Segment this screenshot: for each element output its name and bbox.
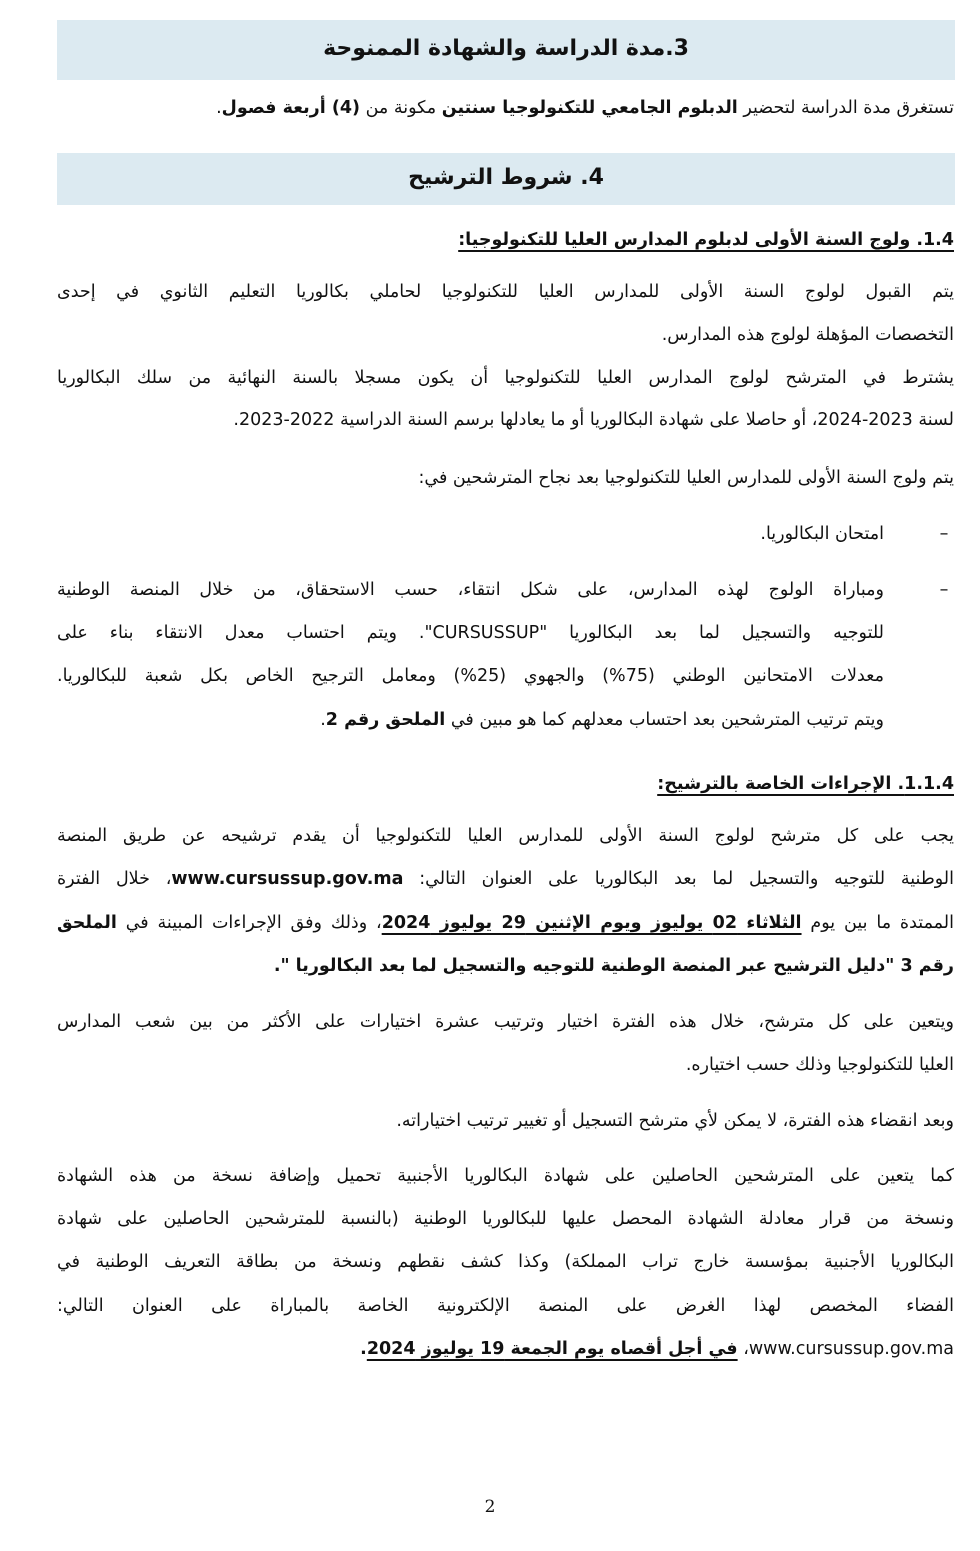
procedure-paragraph-line — [57, 913, 954, 933]
procedure-text: الوطنية للتوجيه والتسجيل لما بعد البكالوريا على العنوان التالي: — [403, 869, 954, 889]
bullet-baccalaureate-exam: امتحان البكالوريا. — [760, 524, 884, 544]
choices-paragraph-line: العليا للتكنولوجيا وذلك حسب اختياره. — [685, 1055, 954, 1075]
procedure-text: ، وذلك وفق الإجراءات المبينة في — [116, 913, 382, 933]
deadline-period: . — [360, 1339, 367, 1359]
annex-2-reference: الملحق رقم 2 — [325, 710, 446, 730]
bullet-dash: – — [939, 524, 949, 544]
subsection-1-4-heading: 1.4. ولوج السنة الأولى لدبلوم المدارس العليا للتكنولوجيا: — [458, 230, 954, 250]
choices-paragraph-line: ويتعين على كل مترشح، خلال هذه الفترة اختيار وترتيب عشرة اختيارات على الأكثر من بين شعب المدارس — [57, 1012, 954, 1032]
after-period-paragraph: وبعد انقضاء هذه الفترة، لا يمكن لأي مترشح التسجيل أو تغيير ترتيب اختياراته. — [396, 1111, 954, 1131]
eligibility-paragraph-line: يشترط في المترشح لولوج المدارس العليا للتكنولوجيا أن يكون مسجلا بالسنة النهائية من سلك البكالوريا — [57, 368, 954, 388]
separator-comma: ، — [737, 1339, 749, 1359]
bullet-dash: – — [939, 580, 949, 600]
foreign-bac-paragraph-line: الفضاء المخصص لهذا الغرض على المنصة الإلكترونية الخاصة بالمباراة على العنوان التالي: — [57, 1296, 954, 1316]
success-conditions-intro: يتم ولوج السنة الأولى للمدارس العليا للتكنولوجيا بعد نجاح المترشحين في: — [418, 468, 954, 488]
section-3-text: مكونة من — [360, 98, 442, 118]
admission-paragraph-line: التخصصات المؤهلة لولوج هذه المدارس. — [661, 325, 954, 345]
cursussup-url[interactable]: www.cursussup.gov.ma — [171, 869, 404, 889]
annex-reference: الملحق — [57, 913, 117, 933]
foreign-bac-paragraph-line: كما يتعين على المترشحين الحاصلين على شهادة البكالوريا الأجنبية تحميل وإضافة نسخة من هذه الشهادة — [57, 1166, 954, 1186]
bullet-selection-line: ومباراة الولوج لهذه المدارس، على شكل انتقاء، حسب الاستحقاق، من خلال المنصة الوطنية — [57, 580, 884, 600]
ranking-text: ويتم ترتيب المترشحين بعد احتساب معدلهم كما هو مبين في — [445, 710, 884, 730]
section-3-text: تستغرق مدة الدراسة لتحضير — [737, 98, 954, 118]
section-3-heading: 3.مدة الدراسة والشهادة الممنوحة — [57, 20, 955, 80]
application-period-dates: الثلاثاء 02 يوليوز ويوم الإثنين 29 يوليوز 2024 — [381, 913, 802, 933]
ranking-period: . — [320, 710, 326, 730]
section-3-paragraph — [57, 98, 954, 118]
section-3-diploma-duration: الدبلوم الجامعي للتكنولوجيا سنتين — [441, 98, 738, 118]
admission-paragraph-line: يتم القبول لولوج السنة الأولى للمدارس العليا للتكنولوجيا لحاملي بكالوريا التعليم الثانوي في إحدى — [57, 282, 954, 302]
section-4-heading: 4. شروط الترشيح — [57, 153, 955, 205]
bullet-selection-line: معدلات الامتحانين الوطني (75%) والجهوي (25%) ومعامل الترجيح الخاص بكل شعبة للبكالوريا. — [57, 666, 884, 686]
bullet-selection-line: للتوجيه والتسجيل لما بعد البكالوريا "CURSUSSUP". ويتم احتساب معدل الانتقاء بناء على — [57, 623, 884, 643]
section-3-semesters: (4) أربعة فصول — [221, 98, 361, 118]
procedure-text: الممتدة ما بين يوم — [801, 913, 954, 933]
procedure-paragraph-line — [57, 869, 954, 889]
annex-3-guide-title: رقم 3 "دليل الترشيح عبر المنصة الوطنية للتوجيه والتسجيل لما بعد البكالوريا ". — [273, 956, 954, 976]
page-number: 2 — [484, 1497, 496, 1517]
foreign-bac-paragraph-line: البكالوريا الأجنبية بمؤسسة خارج تراب المملكة) وكذا كشف نقطهم ونسخة من بطاقة التعريف الوطنية في — [57, 1252, 954, 1272]
procedure-paragraph-line: يجب على كل مترشح لولوج السنة الأولى للمدارس العليا للتكنولوجيا أن يقدم ترشيحه عن طريق المنصة — [57, 826, 954, 846]
subsection-1-1-4-heading: 1.1.4. الإجراءات الخاصة بالترشيح: — [657, 774, 954, 794]
procedure-text: ، خلال الفترة — [57, 869, 172, 889]
bullet-selection-line — [57, 710, 884, 730]
foreign-bac-paragraph-line: ونسخة من قرار معادلة الشهادة المحصل عليها للبكالوريا الوطنية (بالنسبة للمترشحين الحاصلين على شهادة — [57, 1209, 954, 1229]
eligibility-paragraph-line: لسنة 2023-2024، أو حاصلا على شهادة البكالوريا أو ما يعادلها برسم السنة الدراسية 2022-2023. — [233, 410, 954, 430]
foreign-bac-paragraph-line — [57, 1339, 954, 1359]
section-3-period: . — [216, 98, 222, 118]
cursussup-url[interactable]: www.cursussup.gov.ma — [748, 1339, 954, 1359]
deadline-date: في أجل أقصاه يوم الجمعة 19 يوليوز 2024 — [366, 1339, 738, 1359]
